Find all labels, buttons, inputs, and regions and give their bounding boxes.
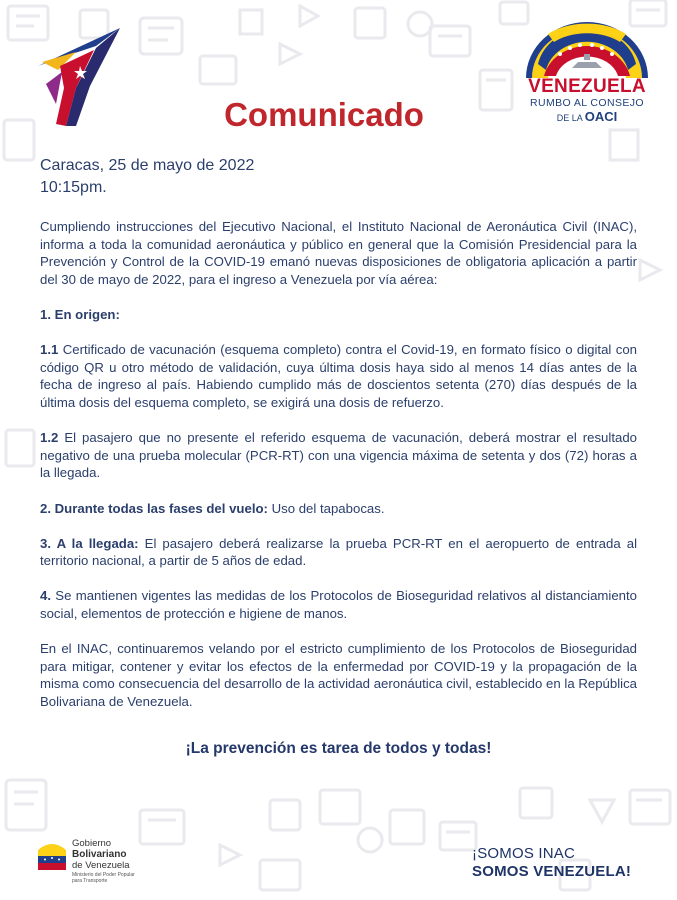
date-block [40, 155, 254, 199]
time-text: 10:15pm. [40, 179, 107, 196]
page-title: Comunicado [224, 96, 424, 133]
government-name [72, 838, 130, 871]
section-1-2-number: 1.2 [40, 430, 59, 446]
section-1-2-paragraph [40, 429, 637, 482]
flag-arc-icon [522, 20, 652, 80]
section-3-paragraph [40, 535, 637, 570]
date-text: Caracas, 25 de mayo de 2022 [40, 157, 255, 174]
section-1-heading [40, 306, 637, 324]
communique-body [40, 218, 637, 711]
government-logo [36, 832, 176, 888]
logo-rumbo-text: RUMBO AL CONSEJO [530, 97, 644, 109]
section-1-1-text: Certificado de vacunación (esquema completo) contra el Covid-19, en formato físico o digital con código QR u otro método de validación, cuya última dosis haya sido al menos 14 días antes de la fecha de ingreso al país. Habiendo cumplido más de doscientos setenta (270) días después de la última dosis del esquema completo, se exigirá una dosis de refuerzo. [40, 342, 637, 410]
ministry-name [72, 872, 135, 884]
intro-paragraph: Cumpliendo instrucciones del Ejecutivo Nacional, el Instituto Nacional de Aeronáutica Civil (INAC), informa a toda la comunidad aeronáutica y público en general que la Comisión Presidencial para la Prevención y Control de la COVID-19 emanó nuevas disposiciones de obligatoria aplicación a partir del 30 de mayo de 2022, para el ingreso a Venezuela por vía aérea: [40, 219, 637, 287]
section-4-text: Se mantienen vigentes las medidas de los Protocolos de Bioseguridad relativos al distanciamiento social, elementos de protección e higiene de manos. [40, 588, 637, 622]
section-3-text: El pasajero deberá realizarse la prueba PCR-RT en el aeropuerto de entrada al territorio nacional, a partir de 5 años de edad. [40, 535, 637, 569]
gob-line2: Bolivariano [72, 849, 127, 860]
section-4-paragraph [40, 587, 637, 622]
ministry-line2: para Transporte [72, 878, 108, 884]
section-2-label: 2. Durante todas las fases del vuelo: [40, 500, 268, 516]
section-1-2-text: El pasajero que no presente el referido esquema de vacunación, deberá mostrar el resultado negativo de una prueba molecular (PCR-RT) con una vigencia máxima de setenta y dos (72) horas a la llegada. [40, 430, 637, 481]
section-2-text: Uso del tapabocas. [267, 500, 385, 516]
section-4-number: 4. [40, 588, 51, 604]
somos-venezuela-line: SOMOS VENEZUELA! [472, 863, 632, 880]
section-1-1-number: 1.1 [40, 342, 59, 358]
government-shield-icon [36, 836, 68, 876]
ministry-line1: Ministerio del Poder Popular [72, 872, 135, 878]
somos-inac-line: ¡SOMOS INAC [472, 845, 576, 862]
logo-oaci-text: OACI [584, 109, 618, 124]
gob-line1: Gobierno [72, 838, 112, 849]
somos-inac-tagline [472, 845, 652, 881]
section-1-1-paragraph [40, 341, 637, 411]
section-3-label: 3. A la llegada: [40, 535, 139, 551]
logo-dela-text: DE LA [556, 113, 583, 123]
gob-line3: de Venezuela [72, 860, 130, 871]
slogan: ¡La prevención es tarea de todos y todas! [185, 740, 492, 757]
closing-paragraph: En el INAC, continuaremos velando por el estricto cumplimiento de los Protocolos de Bioseguridad para mitigar, contener y evitar los efectos de la enfermedad por COVID-19 y la propagación de la misma como consecuencia del desarrollo de la actividad aeronáutica civil, establecido en la República Bolivariana de Venezuela. [40, 641, 637, 710]
logo-venezuela-text: VENEZUELA [528, 76, 646, 97]
section-2-paragraph [40, 500, 637, 518]
section-1-label: 1. En origen: [40, 306, 120, 322]
